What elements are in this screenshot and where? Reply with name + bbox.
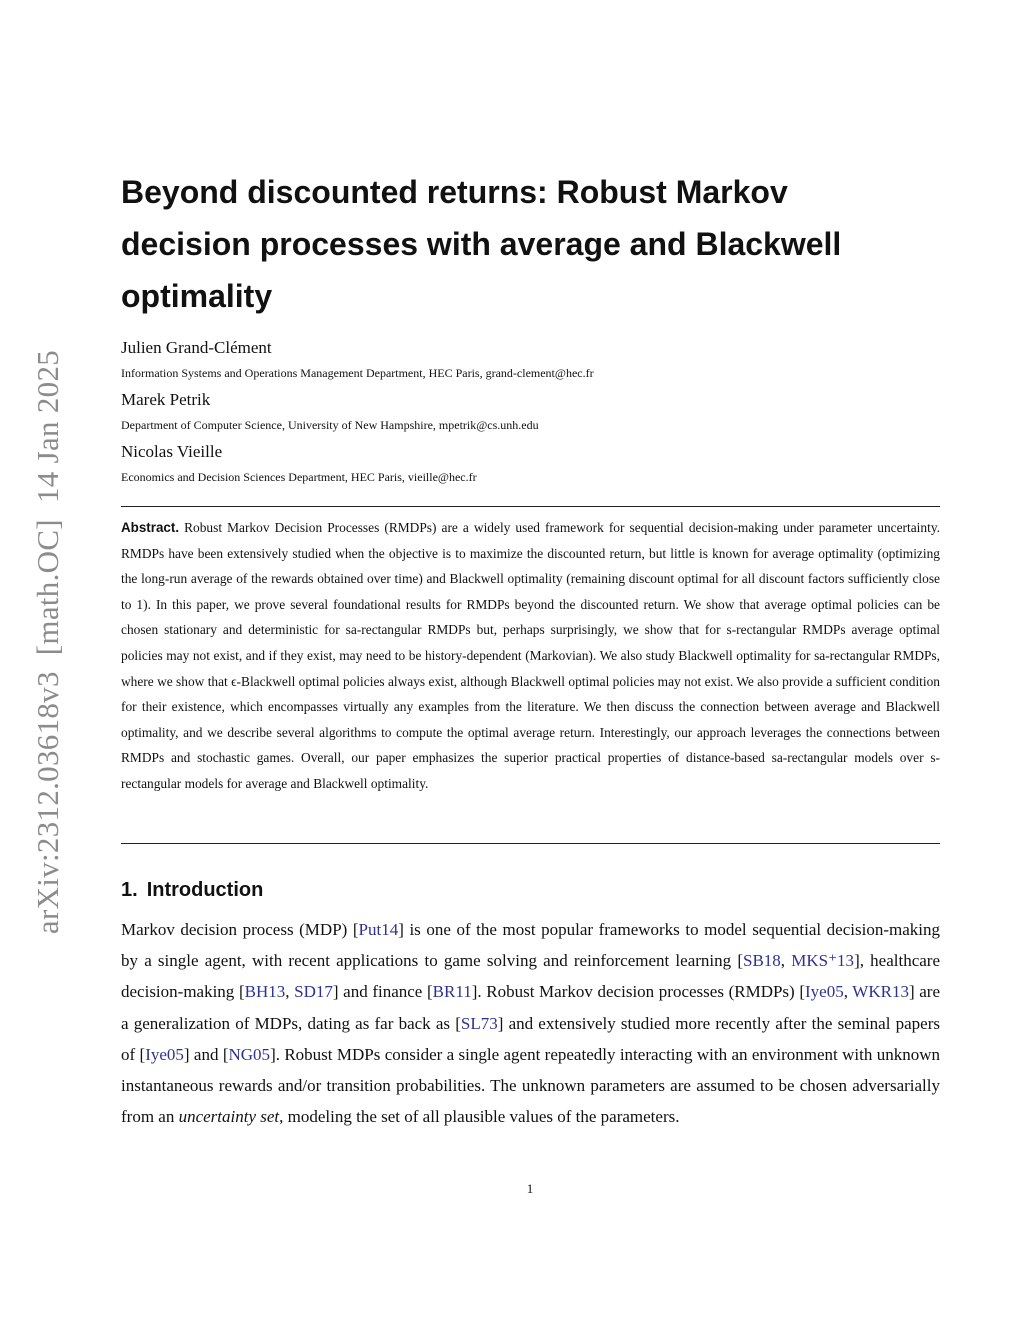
intro-text: ]. Robust MDPs consider a single agent repeatedly interacting with an environment with unknown instantaneous rewards and/or transition probabilities. The unknown parameters are assumed to be chosen adversarially from an: [121, 1044, 940, 1127]
intro-text: ,: [780, 951, 792, 971]
arxiv-date: 14 Jan 2025: [30, 349, 65, 504]
abstract-text: Robust Markov Decision Processes (RMDPs) are a widely used framework for sequential decision-making under parameter uncertainty. RMDPs have been extensively studied when the objective is to maximize the discounted return, but little is known for average optimality (optimizing the long-run average of the rewards obtained over time) and Blackwell optimality (remaining discount optimal for all discount factors sufficiently close to 1). In this paper, we prove several foundational results for RMDPs beyond the discounted return. We show that average optimal policies can be chosen stationary and deterministic for sa-rectangular RMDPs but, perhaps surprisingly, we show that for s-rectangular RMDPs average optimal policies may not exist, and if they exist, may need to be history-dependent (Markovian). We also study Blackwell optimality for sa-rectangular RMDPs, where we show that ϵ-Blackwell optimal policies always exist, although Blackwell optimal policies may not exist. We also provide a sufficient condition for their existence, which encompasses virtually any examples from the literature. We then discuss the connection between average and Blackwell optimality, and we describe several algorithms to compute the optimal average return. Interestingly, our approach leverages the connections between RMDPs and stochastic games. Overall, our paper emphasizes the superior practical properties of distance-based sa-rectangular models over s-rectangular models for average and Blackwell optimality.: [121, 520, 940, 791]
paper-title: Beyond discounted returns: Robust Markov decision processes with average and Blackwell optimality: [121, 174, 842, 314]
author-block: [121, 337, 594, 382]
section-number: 1.: [121, 879, 138, 901]
intro-paragraph: [121, 914, 940, 1132]
section-title: Introduction: [146, 879, 264, 901]
citation-link[interactable]: Iye05: [145, 1044, 184, 1064]
abstract-label: Abstract.: [121, 520, 180, 535]
intro-text: ] are a generalization of MDPs, dating as far back as [: [121, 982, 941, 1033]
author-block: [121, 389, 539, 434]
arxiv-identifier-stamp: [30, 350, 66, 934]
author-affiliation: Economics and Decision Sciences Department, HEC Paris, vieille@hec.fr: [121, 470, 477, 484]
intro-text: ] and finance [: [332, 982, 433, 1002]
abstract-top-rule: [121, 506, 940, 507]
citation-link[interactable]: SL73: [460, 1013, 498, 1033]
abstract-bottom-rule: [121, 843, 940, 844]
author-block: [121, 441, 477, 486]
citation-link[interactable]: WKR13: [852, 982, 909, 1002]
citation-link[interactable]: NG05: [228, 1044, 271, 1064]
author-affiliation: Information Systems and Operations Management Department, HEC Paris, grand-clement@hec.fr: [121, 366, 594, 380]
intro-text: ,: [843, 982, 853, 1002]
section-heading: [121, 876, 263, 904]
intro-text: ]. Robust Markov decision processes (RMDPs) [: [471, 982, 805, 1002]
author-name: Marek Petrik: [121, 390, 211, 409]
intro-text: , modeling the set of all plausible values of the parameters.: [279, 1107, 680, 1127]
abstract: [121, 515, 940, 797]
author-name: Nicolas Vieille: [121, 442, 223, 461]
arxiv-category: [math.OC]: [30, 519, 65, 656]
intro-text: ], healthcare decision-making [: [121, 951, 941, 1002]
intro-text: Markov decision process (MDP) [: [121, 920, 359, 939]
author-name: Julien Grand-Clément: [121, 338, 272, 357]
arxiv-id: arXiv:2312.03618v3: [30, 671, 65, 935]
emphasized-term: uncertainty set: [178, 1107, 280, 1127]
citation-link[interactable]: SB18: [742, 951, 781, 971]
intro-text: ] is one of the most popular frameworks to model sequential decision-making by a single agent, with recent applications to game solving and reinforcement learning [: [121, 920, 940, 971]
page-number: 1: [526, 1181, 534, 1196]
citation-link[interactable]: Iye05: [805, 982, 844, 1002]
citation-link[interactable]: Put14: [358, 920, 399, 939]
citation-link[interactable]: BR11: [432, 982, 472, 1002]
citation-link[interactable]: BH13: [244, 982, 286, 1002]
intro-text: ,: [285, 982, 295, 1002]
intro-text: ] and [: [183, 1044, 229, 1064]
citation-link[interactable]: MKS⁺13: [791, 951, 855, 971]
citation-link[interactable]: SD17: [294, 982, 333, 1002]
author-affiliation: Department of Computer Science, University of New Hampshire, mpetrik@cs.unh.edu: [121, 418, 539, 432]
intro-text: ] and extensively studied more recently after the seminal papers of [: [121, 1013, 941, 1064]
